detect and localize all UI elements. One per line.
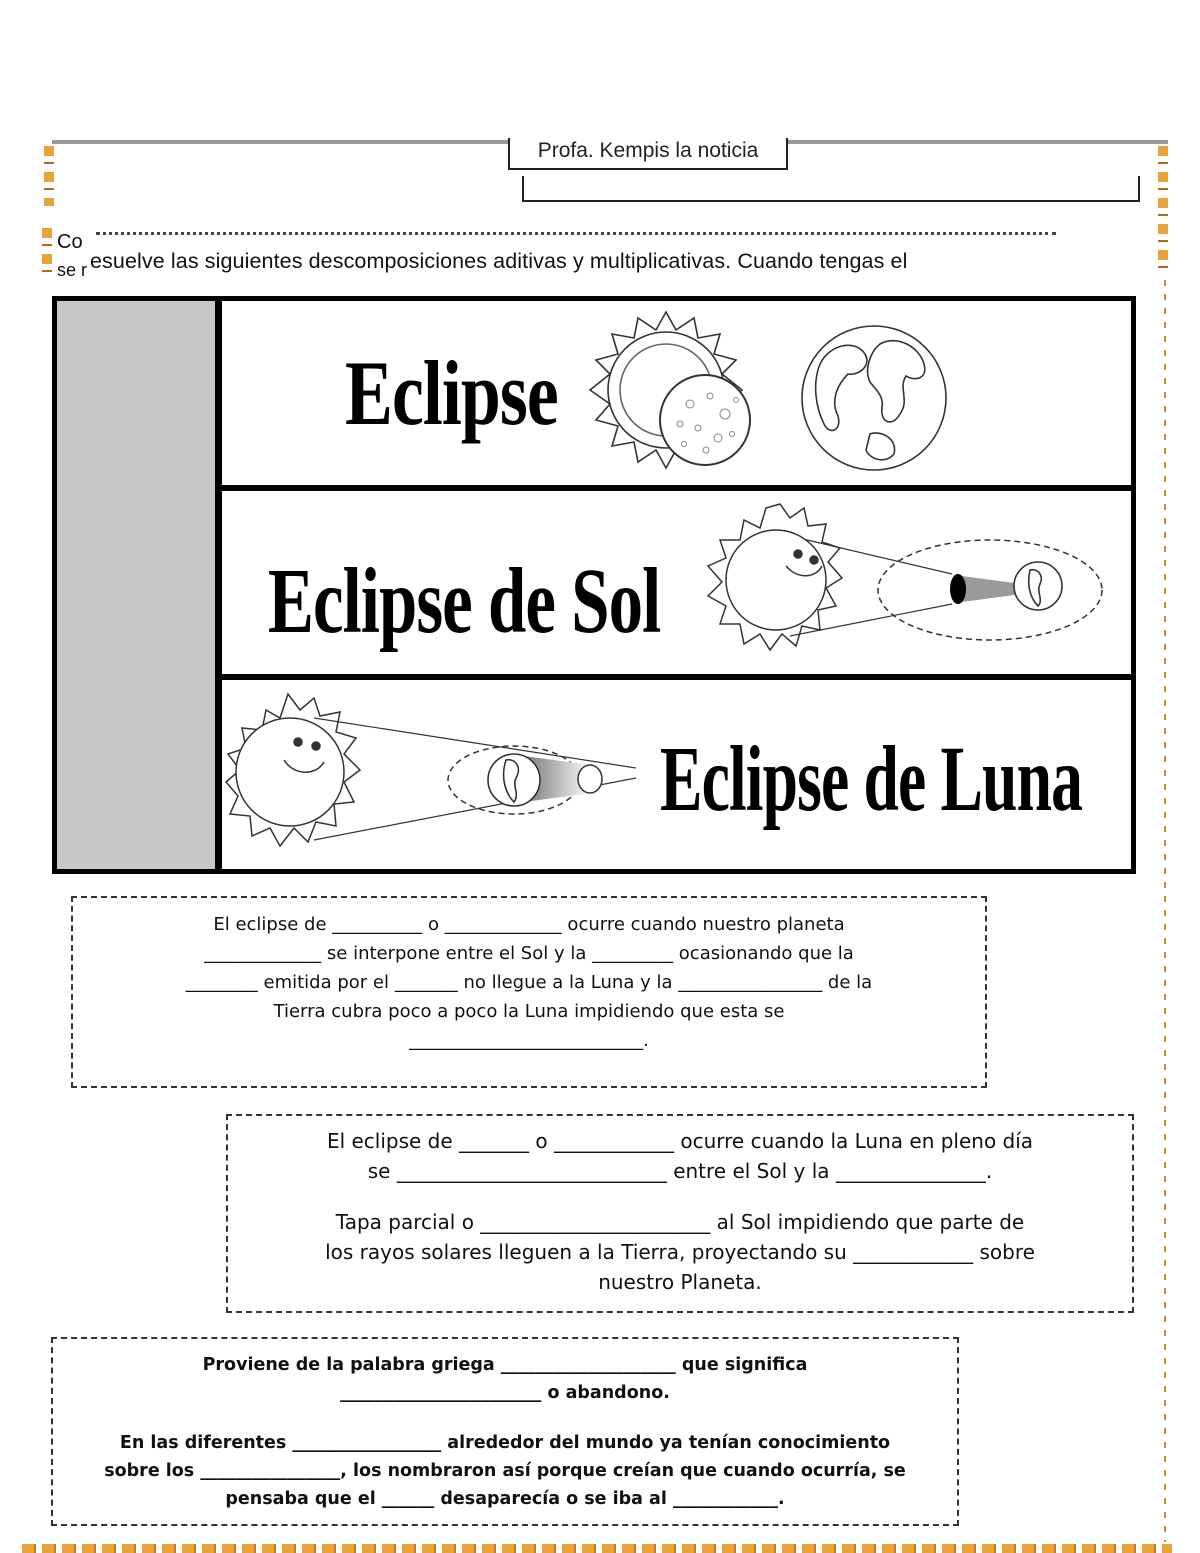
decorative-border-bottom bbox=[22, 1544, 1172, 1553]
box1-line-5: __________________________. bbox=[409, 1030, 649, 1051]
instruction-text: esuelve las siguientes descomposiciones aditivas y multiplicativas. Cuando tengas el bbox=[90, 249, 908, 273]
earth-icon bbox=[488, 754, 540, 806]
lunar-eclipse-illustration bbox=[224, 690, 644, 862]
banner-title-solar-eclipse: Eclipse de Sol bbox=[268, 550, 661, 654]
teacher-label: Profa. Kempis la noticia bbox=[508, 138, 788, 170]
box1-line-3: ________ emitida por el _______ no llegue a la Luna y la ________________ de la bbox=[185, 972, 873, 993]
box3-line-4: sobre los ________________, los nombraron así porque creían que cuando ocurría, se bbox=[104, 1461, 906, 1481]
earth-icon bbox=[1014, 562, 1062, 610]
box2-line-1: El eclipse de _______ o ____________ ocurre cuando la Luna en pleno día bbox=[326, 1129, 1034, 1153]
box3-line-5: pensaba que el ______ desaparecía o se iba al ____________. bbox=[225, 1489, 785, 1509]
banner-divider-2 bbox=[222, 674, 1131, 680]
banner-title-eclipse: Eclipse bbox=[345, 341, 558, 444]
box2-line-2: se ___________________________ entre el Sol y la _______________. bbox=[367, 1159, 993, 1183]
box3-line-2: _______________________ o abandono. bbox=[340, 1383, 670, 1403]
banner-gray-strip bbox=[57, 301, 215, 869]
box2-line-5: nuestro Planeta. bbox=[598, 1270, 762, 1294]
smiling-sun-icon bbox=[708, 504, 842, 650]
cut-off-text-line bbox=[96, 232, 1056, 235]
box1-line-2: _____________ se interpone entre el Sol y la _________ ocasionando que la bbox=[204, 943, 854, 964]
fill-in-box-solar-eclipse bbox=[226, 1114, 1134, 1313]
banner-divider-vertical bbox=[215, 301, 222, 869]
smiling-sun-icon bbox=[226, 694, 360, 846]
intro-fragment-1: Co bbox=[57, 231, 83, 253]
banner-title-lunar-eclipse: Eclipse de Luna bbox=[660, 728, 1083, 832]
box1-line-4: Tierra cubra poco a poco la Luna impidiendo que esta se bbox=[273, 1001, 785, 1022]
decorative-border-right-dashed bbox=[1164, 280, 1166, 1542]
moon-icon bbox=[950, 574, 966, 604]
decorative-border-left bbox=[42, 228, 52, 280]
moon-icon bbox=[578, 765, 602, 793]
decorative-border-right bbox=[1158, 146, 1168, 276]
moon-icon bbox=[660, 375, 750, 465]
fill-in-box-lunar-eclipse bbox=[71, 896, 987, 1088]
box1-line-1: El eclipse de __________ o _____________ ocurre cuando nuestro planeta bbox=[213, 914, 845, 935]
box3-line-3: En las diferentes _________________ alrededor del mundo ya tenían conocimiento bbox=[119, 1433, 891, 1453]
banner-divider-1 bbox=[222, 485, 1131, 491]
box2-line-4: los rayos solares lleguen a la Tierra, proyectando su ____________ sobre bbox=[325, 1240, 1035, 1264]
light-ray-top bbox=[314, 718, 636, 768]
cut-off-title-box bbox=[522, 176, 1140, 202]
intro-fragment-2: se r bbox=[57, 260, 88, 280]
eclipse-illustration bbox=[580, 304, 960, 482]
box3-line-1: Proviene de la palabra griega ____________________ que significa bbox=[202, 1355, 808, 1375]
box2-line-3: Tapa parcial o _______________________ al Sol impidiendo que parte de bbox=[335, 1210, 1025, 1234]
earth-icon bbox=[802, 326, 946, 470]
fill-in-box-eclipse-origin bbox=[51, 1337, 959, 1526]
solar-eclipse-illustration bbox=[700, 496, 1110, 668]
moon-shadow bbox=[962, 576, 1022, 602]
decorative-border-left-top bbox=[44, 146, 54, 206]
